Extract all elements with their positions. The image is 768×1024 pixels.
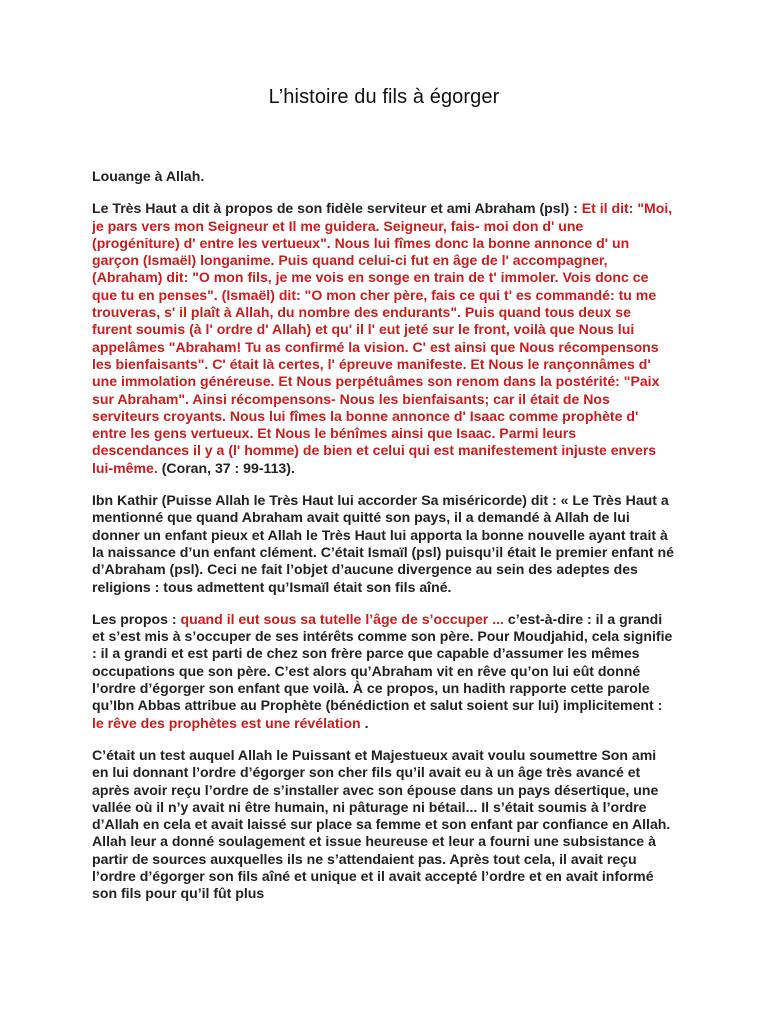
paragraph-test: C’était un test auquel Allah le Puissant et Majestueux avait voulu soumettre Son ami en lui donnant l’ordre d’égorger son cher fils qu’il avait eu à un âge très avancé et après avoir reçu l’ordre de s’installer avec son épouse dans un pays désertique, une vallée où il n’y avait ni être humain, ni pâturage ni bétail... Il s’était soumis à l’ordre d’Allah en cela et avait laissé sur place sa femme et son enfant par confiance en Allah. Allah leur a donné soulagement et issue heureuse et leur a fourni une subsistance à partir de sources auxquelles ils ne s’attendaient pas. Après tout cela, il avait reçu l’ordre d’égorger son fils aîné et unique et il avait accepté l’ordre et en avait informé son fils pour qu’il fût plus <box>92 746 671 902</box>
paragraph-ibn-kathir: Ibn Kathir (Puisse Allah le Très Haut lui accorder Sa miséricorde) dit : « Le Très Haut a mentionné que quand Abraham avait quitté son pays, il a demandé à Allah de lui donner un enfant pieux et Allah le Très Haut lui apporta la bonne nouvelle ayant trait à la naissance d’un enfant clément. C’était Ismaïl (psl) puisqu’il était le premier enfant né d’Abraham (psl). Ceci ne fait l’objet d’aucune divergence au sein des adeptes des religions : tous admettent qu’Ismaïl était son fils aîné. <box>92 492 674 595</box>
document-body <box>92 168 674 918</box>
hadith-quote: le rêve des prophètes est une révélation <box>92 714 361 731</box>
paragraph-praise: Louange à Allah. <box>92 168 205 184</box>
paragraph-commentary <box>92 611 674 732</box>
quran-intro: Le Très Haut a dit à propos de son fidèle serviteur et ami Abraham (psl) : <box>92 200 582 217</box>
page-title: L’histoire du fils à égorger <box>268 86 500 108</box>
commentary-end: . <box>360 714 369 731</box>
commentary-quote: quand il eut sous sa tutelle l’âge de s’occuper ... <box>180 610 504 627</box>
paragraph-quran <box>92 200 674 477</box>
commentary-text: c’est-à-dire : il a grandi et s’est mis à s’occuper de ses intérêts comme son père. Pour Moudjahid, cela signifie : il a grandi et est parti de chez son frère parce que capable d’assumer les mêmes occupations que son père. C’est alors qu’Abraham vit en rêve qu’on lui eût donné l’ordre d’égorger son enfant que voilà. À ce propos, un hadith rapporte cette parole qu’Ibn Abbas attribue au Prophète (bénédiction et salut soient sur lui) implicitement : <box>92 610 673 714</box>
quran-quote: Et il dit: "Moi, je pars vers mon Seigneur et Il me guidera. Seigneur, fais- moi don d' une (progéniture) d' entre les vertueux". Nous lui fîmes donc la bonne annonce d' un garçon (Ismaël) longanime. Puis quand celui-ci fut en âge de l' accompagner, (Abraham) dit: "O mon fils, je me vois en songe en train de t' immoler. Vois donc ce que tu en penses". (Ismaël) dit: "O mon cher père, fais ce qui t' es commandé: tu me trouveras, s' il plaît à Allah, du nombre des endurants". Puis quand tous deux se furent soumis (à l' ordre d' Allah) et qu' il l' eut jeté sur le front, voilà que Nous lui appelâmes "Abraham! Tu as confirmé la vision. C' est ainsi que Nous récompensons les bienfaisants". C' était là certes, l' épreuve manifeste. Et Nous le rançonnâmes d' une immolation généreuse. Et Nous perpétuâmes son renom dans la postérité: "Paix sur Abraham". Ainsi récompensons- Nous les bienfaisants; car il était de Nos serviteurs croyants. Nous lui fîmes la bonne annonce d' Isaac comme prophète d' entre les gens vertueux. Et Nous le bénîmes ainsi que Isaac. Parmi leurs descendances il y a (l' homme) de bien et celui qui est manifestement injuste envers lui-même. <box>92 200 673 476</box>
commentary-lead: Les propos : <box>92 610 181 627</box>
quran-reference: (Coran, 37 : 99-113). <box>157 459 295 476</box>
